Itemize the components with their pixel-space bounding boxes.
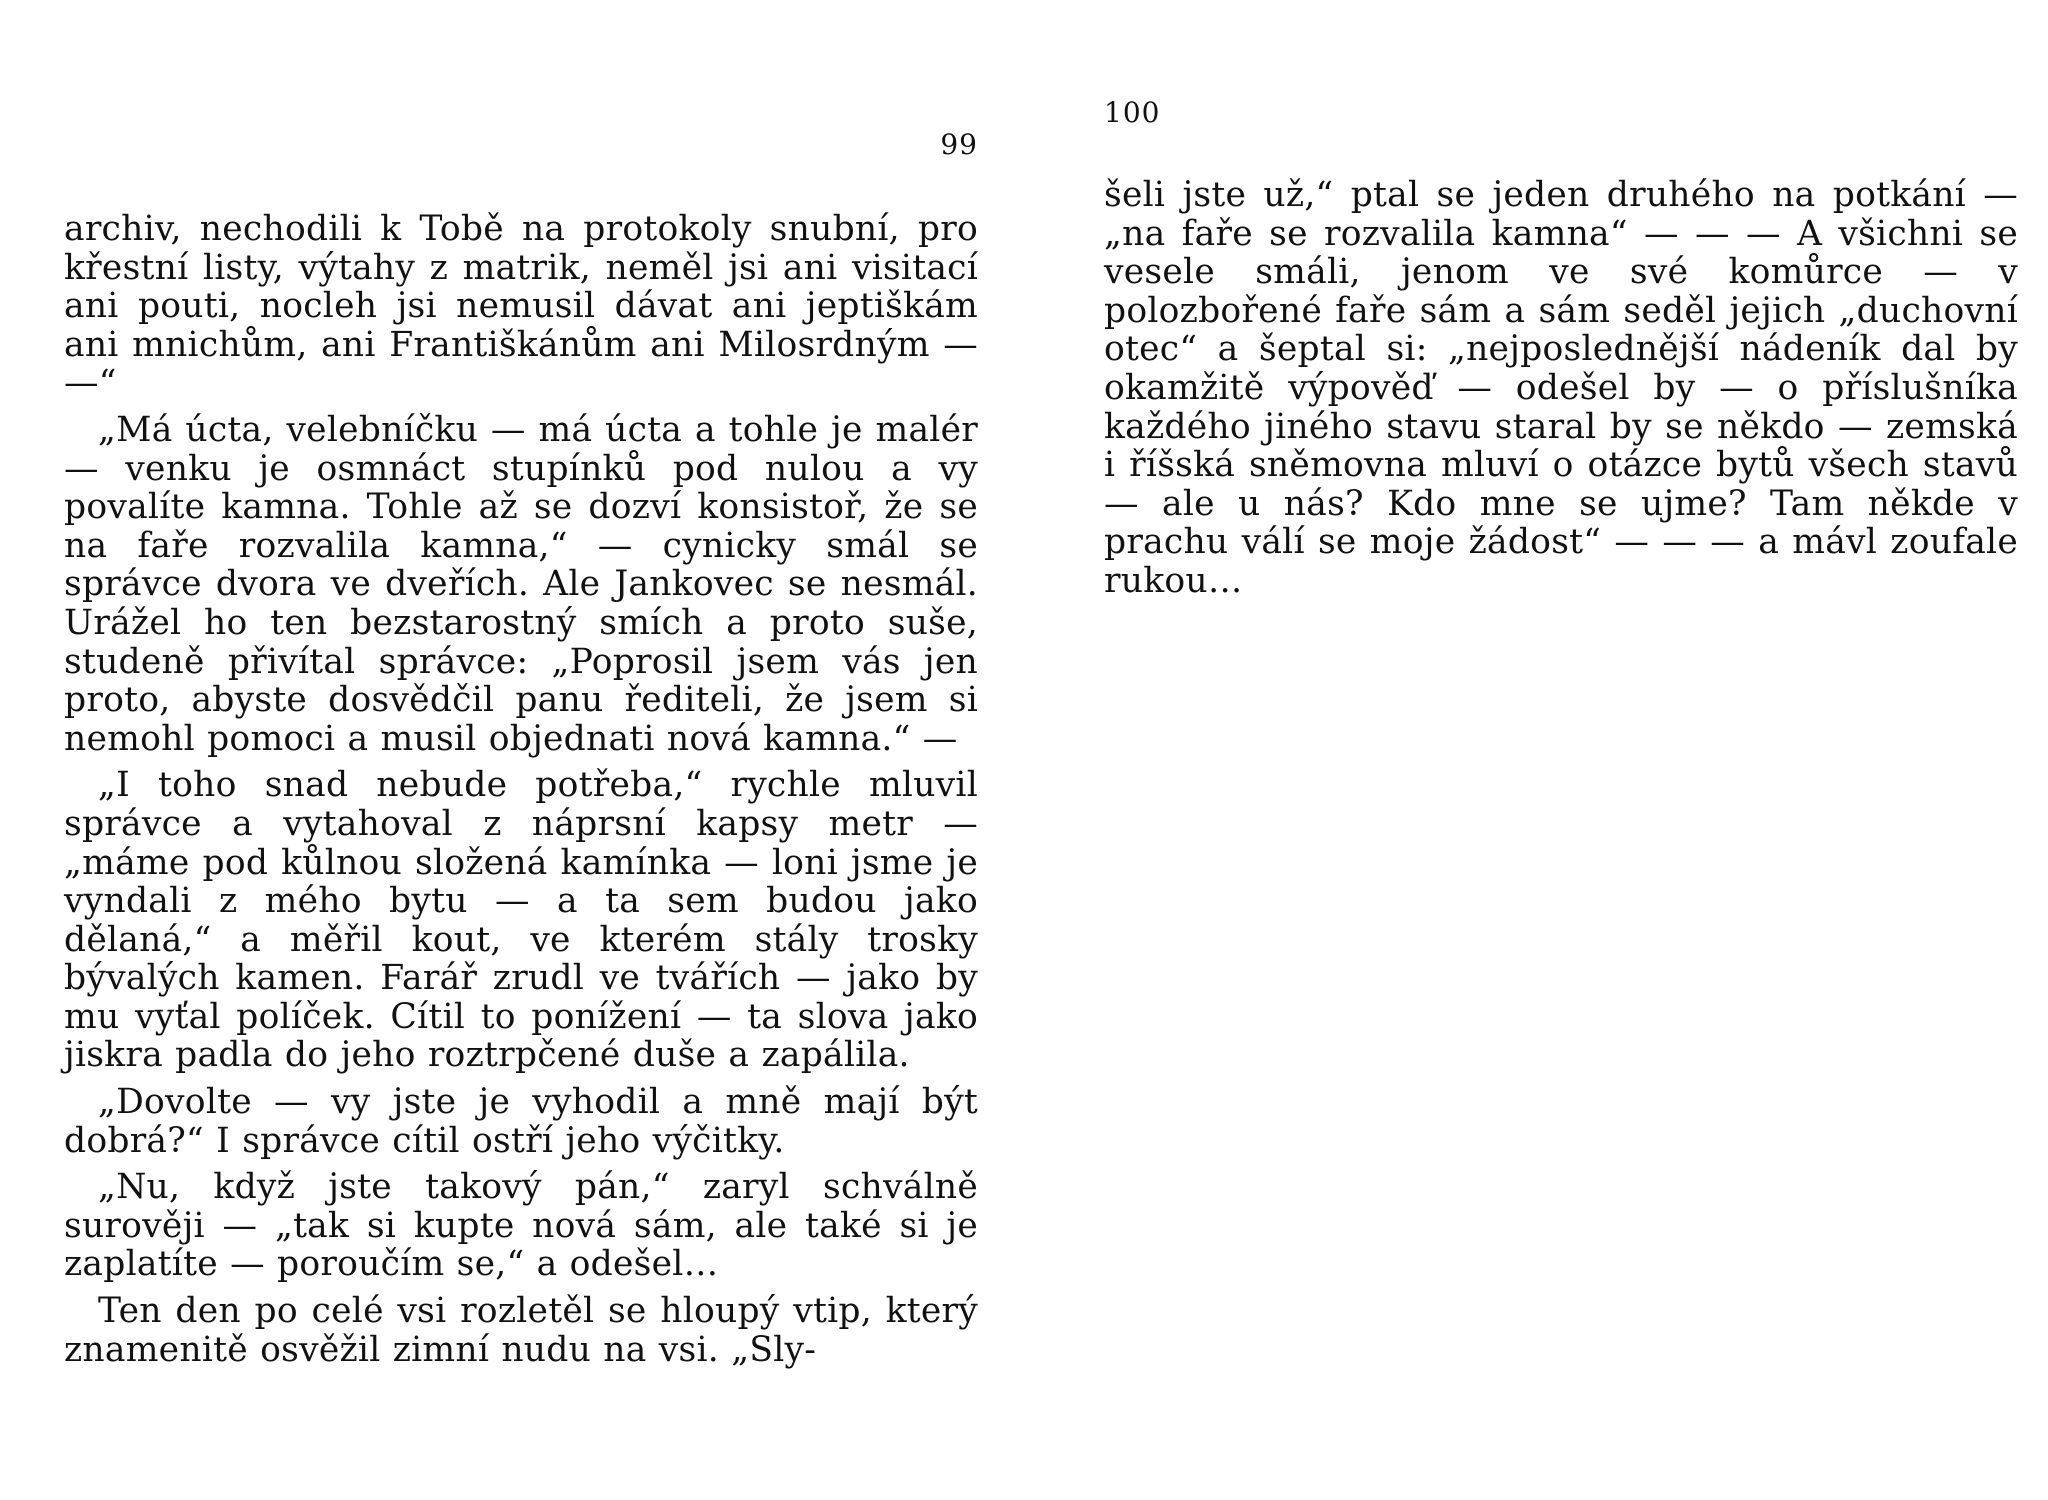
right-page-number: 100 — [1104, 96, 1161, 129]
left-paragraph-4: „Dovolte — vy jste je vyhodil a mně mají být dobrá?“ I správce cítil ostří jeho výčitky. — [64, 1082, 978, 1161]
left-paragraph-5: „Nu, když jste takový pán,“ zaryl schválně surověji — „tak si kupte nová sám, ale také si je zaplatíte — poroučím se,“ a odešel… — [64, 1167, 978, 1285]
left-paragraph-3: „I toho snad nebude potřeba,“ rychle mluvil správce a vytahoval z náprsní kapsy metr — „máme pod kůlnou složená kamínka — loni jsme je vyndali z mého bytu — a ta sem budou jako dělaná,“ a měřil kout, ve kterém stály trosky bývalých kamen. Farář zrudl ve tvářích — jako by mu vyťal políček. Cítil to ponížení — ta slova jako jiskra padla do jeho roztrpčené duše a zapálila. — [64, 765, 978, 1076]
right-paragraph-1: šeli jste už,“ ptal se jeden druhého na potkání — „na faře se rozvalila kamna“ — — — A všichni se vesele smáli, jenom ve své komůrce — v polozbořené faře sám a sám seděl jejich „duchovní otec“ a šeptal si: „nejposlednější nádeník dal by okamžitě výpověď — odešel by — o příslušníka každého jiného stavu staral by se někdo — zemská i říšská sněmovna mluví o otázce bytů všech stavů — ale u nás? Kdo mne se ujme? Tam někde v prachu válí se moje žádost“ — — — a mávl zoufale rukou… — [1104, 175, 2018, 601]
left-paragraph-6: Ten den po celé vsi rozletěl se hloupý vtip, který znamenitě osvěžil zimní nudu na vsi. „Sly- — [64, 1291, 978, 1370]
left-page-number: 99 — [940, 128, 978, 161]
left-paragraph-1: archiv, nechodili k Tobě na protokoly snubní, pro křestní listy, výtahy z matrik, neměl jsi ani visitací ani pouti, nocleh jsi nemusil dávat ani jeptiškám ani mnichům, ani Františkánům ani Milosrdným — —“ — [64, 209, 978, 404]
left-paragraph-2: „Má úcta, velebníčku — má úcta a tohle je malér — venku je osmnáct stupínků pod nulou a vy povalíte kamna. Tohle až se dozví konsistoř, že se na faře rozvalila kamna,“ — cynicky smál se správce dvora ve dveřích. Ale Jankovec se nesmál. Urážel ho ten bezstarostný smích a proto suše, studeně přivítal správce: „Poprosil jsem vás jen proto, abyste dosvědčil panu řediteli, že jsem si nemohl pomoci a musil objednati nová kamna.“ — — [64, 409, 978, 759]
left-page-text — [64, 210, 978, 1377]
right-page-text — [1104, 176, 2018, 601]
